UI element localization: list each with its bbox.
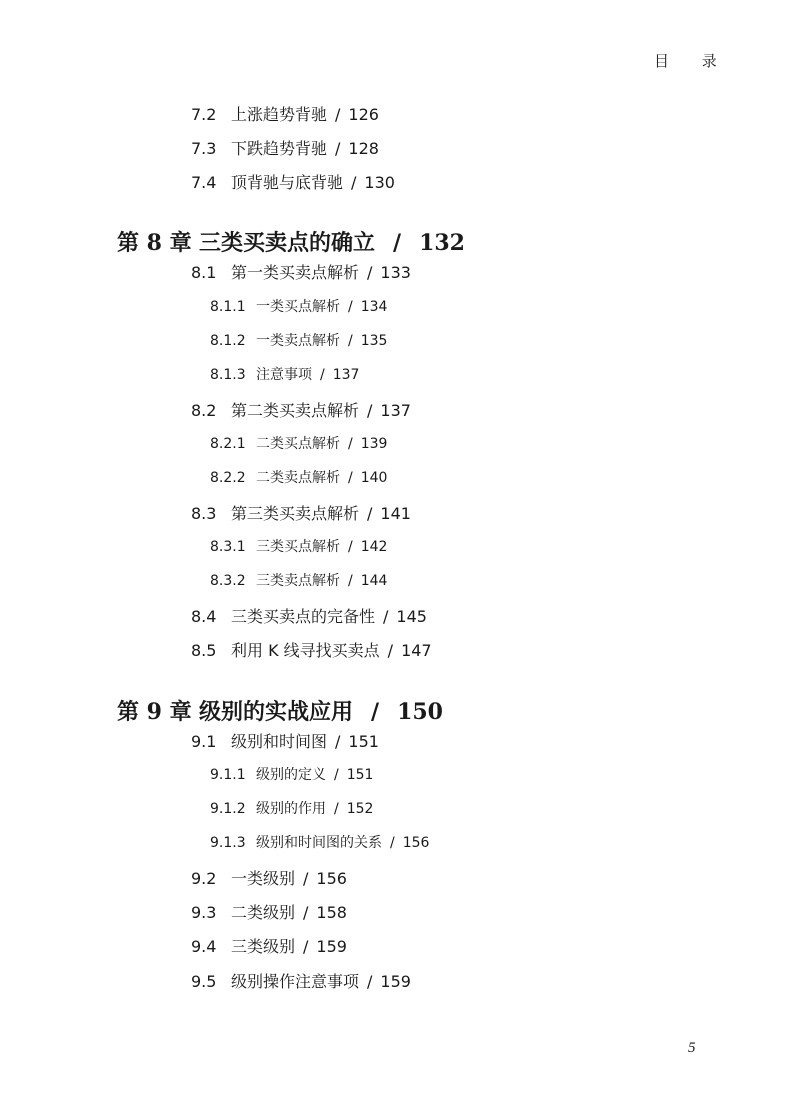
- toc-page: 135: [360, 333, 388, 349]
- toc-subsection-8-2-1: 8.2.1 二类买点解析 / 139: [210, 436, 388, 452]
- toc-number: 8.3.2: [210, 573, 246, 589]
- toc-page: 152: [346, 801, 374, 817]
- toc-section-9-2: 9.2 一类级别 / 156: [191, 869, 347, 888]
- toc-title: 第三类买卖点解析: [231, 504, 360, 523]
- toc-title: 一类级别: [231, 869, 296, 888]
- toc-subsection-8-3-1: 8.3.1 三类买点解析 / 142: [210, 539, 388, 555]
- toc-number: 7.3: [191, 139, 217, 158]
- toc-page: 137: [380, 401, 411, 420]
- toc-title: 二类卖点解析: [256, 470, 340, 486]
- toc-page: 156: [402, 835, 430, 851]
- toc-subsection-9-1-2: 9.1.2 级别的作用 / 152: [210, 801, 374, 817]
- toc-title: 三类卖点解析: [256, 573, 340, 589]
- toc-title: 二类级别: [231, 903, 296, 922]
- toc-number: 9.1.2: [210, 801, 246, 817]
- toc-section-9-1: 9.1 级别和时间图 / 151: [191, 732, 379, 751]
- toc-title: 第二类买卖点解析: [231, 401, 360, 420]
- toc-page: 145: [396, 607, 427, 626]
- toc-number: 8.5: [191, 641, 217, 660]
- toc-section-8-3: 8.3 第三类买卖点解析 / 141: [191, 504, 411, 523]
- toc-section-8-4: 8.4 三类买卖点的完备性 / 145: [191, 607, 427, 626]
- toc-chapter-page: 150: [397, 699, 443, 725]
- toc-title: 利用 K 线寻找买卖点: [231, 641, 380, 660]
- toc-page: 140: [360, 470, 388, 486]
- toc-number: 9.5: [191, 972, 217, 991]
- toc-section-9-4: 9.4 三类级别 / 159: [191, 937, 347, 956]
- toc-section-8-1: 8.1 第一类买卖点解析 / 133: [191, 263, 411, 282]
- toc-title: 级别操作注意事项: [231, 972, 360, 991]
- toc-title: 注意事项: [256, 367, 312, 383]
- toc-chapter-9: 第 9 章 级别的实战应用 / 150: [117, 699, 443, 725]
- toc-number: 9.3: [191, 903, 217, 922]
- toc-chapter-number: 第 8 章: [117, 230, 192, 256]
- toc-section-7-3: 7.3 下跌趋势背驰 / 128: [191, 139, 379, 158]
- toc-section-7-4: 7.4 顶背驰与底背驰 / 130: [191, 173, 395, 192]
- toc-page: 159: [316, 937, 347, 956]
- toc-number: 8.3.1: [210, 539, 246, 555]
- page-header-title: 目 录: [654, 52, 731, 70]
- toc-subsection-8-2-2: 8.2.2 二类卖点解析 / 140: [210, 470, 388, 486]
- toc-title: 级别的定义: [256, 767, 326, 783]
- toc-title: 一类买点解析: [256, 299, 340, 315]
- toc-chapter-title: 级别的实战应用: [199, 699, 354, 725]
- toc-number: 9.1.1: [210, 767, 246, 783]
- toc-title: 三类买点解析: [256, 539, 340, 555]
- toc-title: 三类级别: [231, 937, 296, 956]
- toc-number: 8.1.3: [210, 367, 246, 383]
- toc-page: 151: [348, 732, 379, 751]
- toc-title: 一类卖点解析: [256, 333, 340, 349]
- toc-number: 9.4: [191, 937, 217, 956]
- toc-section-9-5: 9.5 级别操作注意事项 / 159: [191, 972, 411, 991]
- toc-number: 9.1.3: [210, 835, 246, 851]
- toc-page: 158: [316, 903, 347, 922]
- toc-subsection-8-1-1: 8.1.1 一类买点解析 / 134: [210, 299, 388, 315]
- toc-number: 8.1: [191, 263, 217, 282]
- toc-number: 9.2: [191, 869, 217, 888]
- toc-title: 级别和时间图: [231, 732, 328, 751]
- toc-page: 142: [360, 539, 388, 555]
- toc-chapter-8: 第 8 章 三类买卖点的确立 / 132: [117, 230, 465, 256]
- page-number: 5: [688, 1040, 696, 1056]
- toc-page: 126: [348, 105, 379, 124]
- toc-title: 二类买点解析: [256, 436, 340, 452]
- toc-subsection-9-1-3: 9.1.3 级别和时间图的关系 / 156: [210, 835, 430, 851]
- toc-number: 8.2.1: [210, 436, 246, 452]
- toc-number: 8.2.2: [210, 470, 246, 486]
- toc-title: 上涨趋势背驰: [231, 105, 328, 124]
- toc-title: 三类买卖点的完备性: [231, 607, 376, 626]
- toc-page: 134: [360, 299, 388, 315]
- toc-title: 顶背驰与底背驰: [231, 173, 344, 192]
- toc-page: 151: [346, 767, 374, 783]
- toc-subsection-8-1-2: 8.1.2 一类卖点解析 / 135: [210, 333, 388, 349]
- toc-number: 8.3: [191, 504, 217, 523]
- toc-number: 8.2: [191, 401, 217, 420]
- toc-section-8-5: 8.5 利用 K 线寻找买卖点 / 147: [191, 641, 432, 660]
- toc-page: 139: [360, 436, 388, 452]
- toc-chapter-page: 132: [419, 230, 465, 256]
- toc-title: 第一类买卖点解析: [231, 263, 360, 282]
- toc-title: 下跌趋势背驰: [231, 139, 328, 158]
- toc-section-8-2: 8.2 第二类买卖点解析 / 137: [191, 401, 411, 420]
- toc-section-9-3: 9.3 二类级别 / 158: [191, 903, 347, 922]
- toc-page: 130: [364, 173, 395, 192]
- toc-page: 137: [332, 367, 360, 383]
- toc-subsection-8-3-2: 8.3.2 三类卖点解析 / 144: [210, 573, 388, 589]
- toc-page: 147: [401, 641, 432, 660]
- toc-number: 8.1.2: [210, 333, 246, 349]
- toc-number: 9.1: [191, 732, 217, 751]
- toc-number: 8.1.1: [210, 299, 246, 315]
- toc-chapter-number: 第 9 章: [117, 699, 192, 725]
- toc-subsection-9-1-1: 9.1.1 级别的定义 / 151: [210, 767, 374, 783]
- toc-section-7-2: 7.2 上涨趋势背驰 / 126: [191, 105, 379, 124]
- toc-number: 8.4: [191, 607, 217, 626]
- toc-page: 159: [380, 972, 411, 991]
- toc-page: 141: [380, 504, 411, 523]
- toc-title: 级别和时间图的关系: [256, 835, 382, 851]
- toc-page: 156: [316, 869, 347, 888]
- toc-chapter-title: 三类买卖点的确立: [199, 230, 376, 256]
- toc-number: 7.4: [191, 173, 217, 192]
- toc-page: 144: [360, 573, 388, 589]
- toc-title: 级别的作用: [256, 801, 326, 817]
- toc-page: 133: [380, 263, 411, 282]
- toc-number: 7.2: [191, 105, 217, 124]
- toc-page: 128: [348, 139, 379, 158]
- toc-subsection-8-1-3: 8.1.3 注意事项 / 137: [210, 367, 360, 383]
